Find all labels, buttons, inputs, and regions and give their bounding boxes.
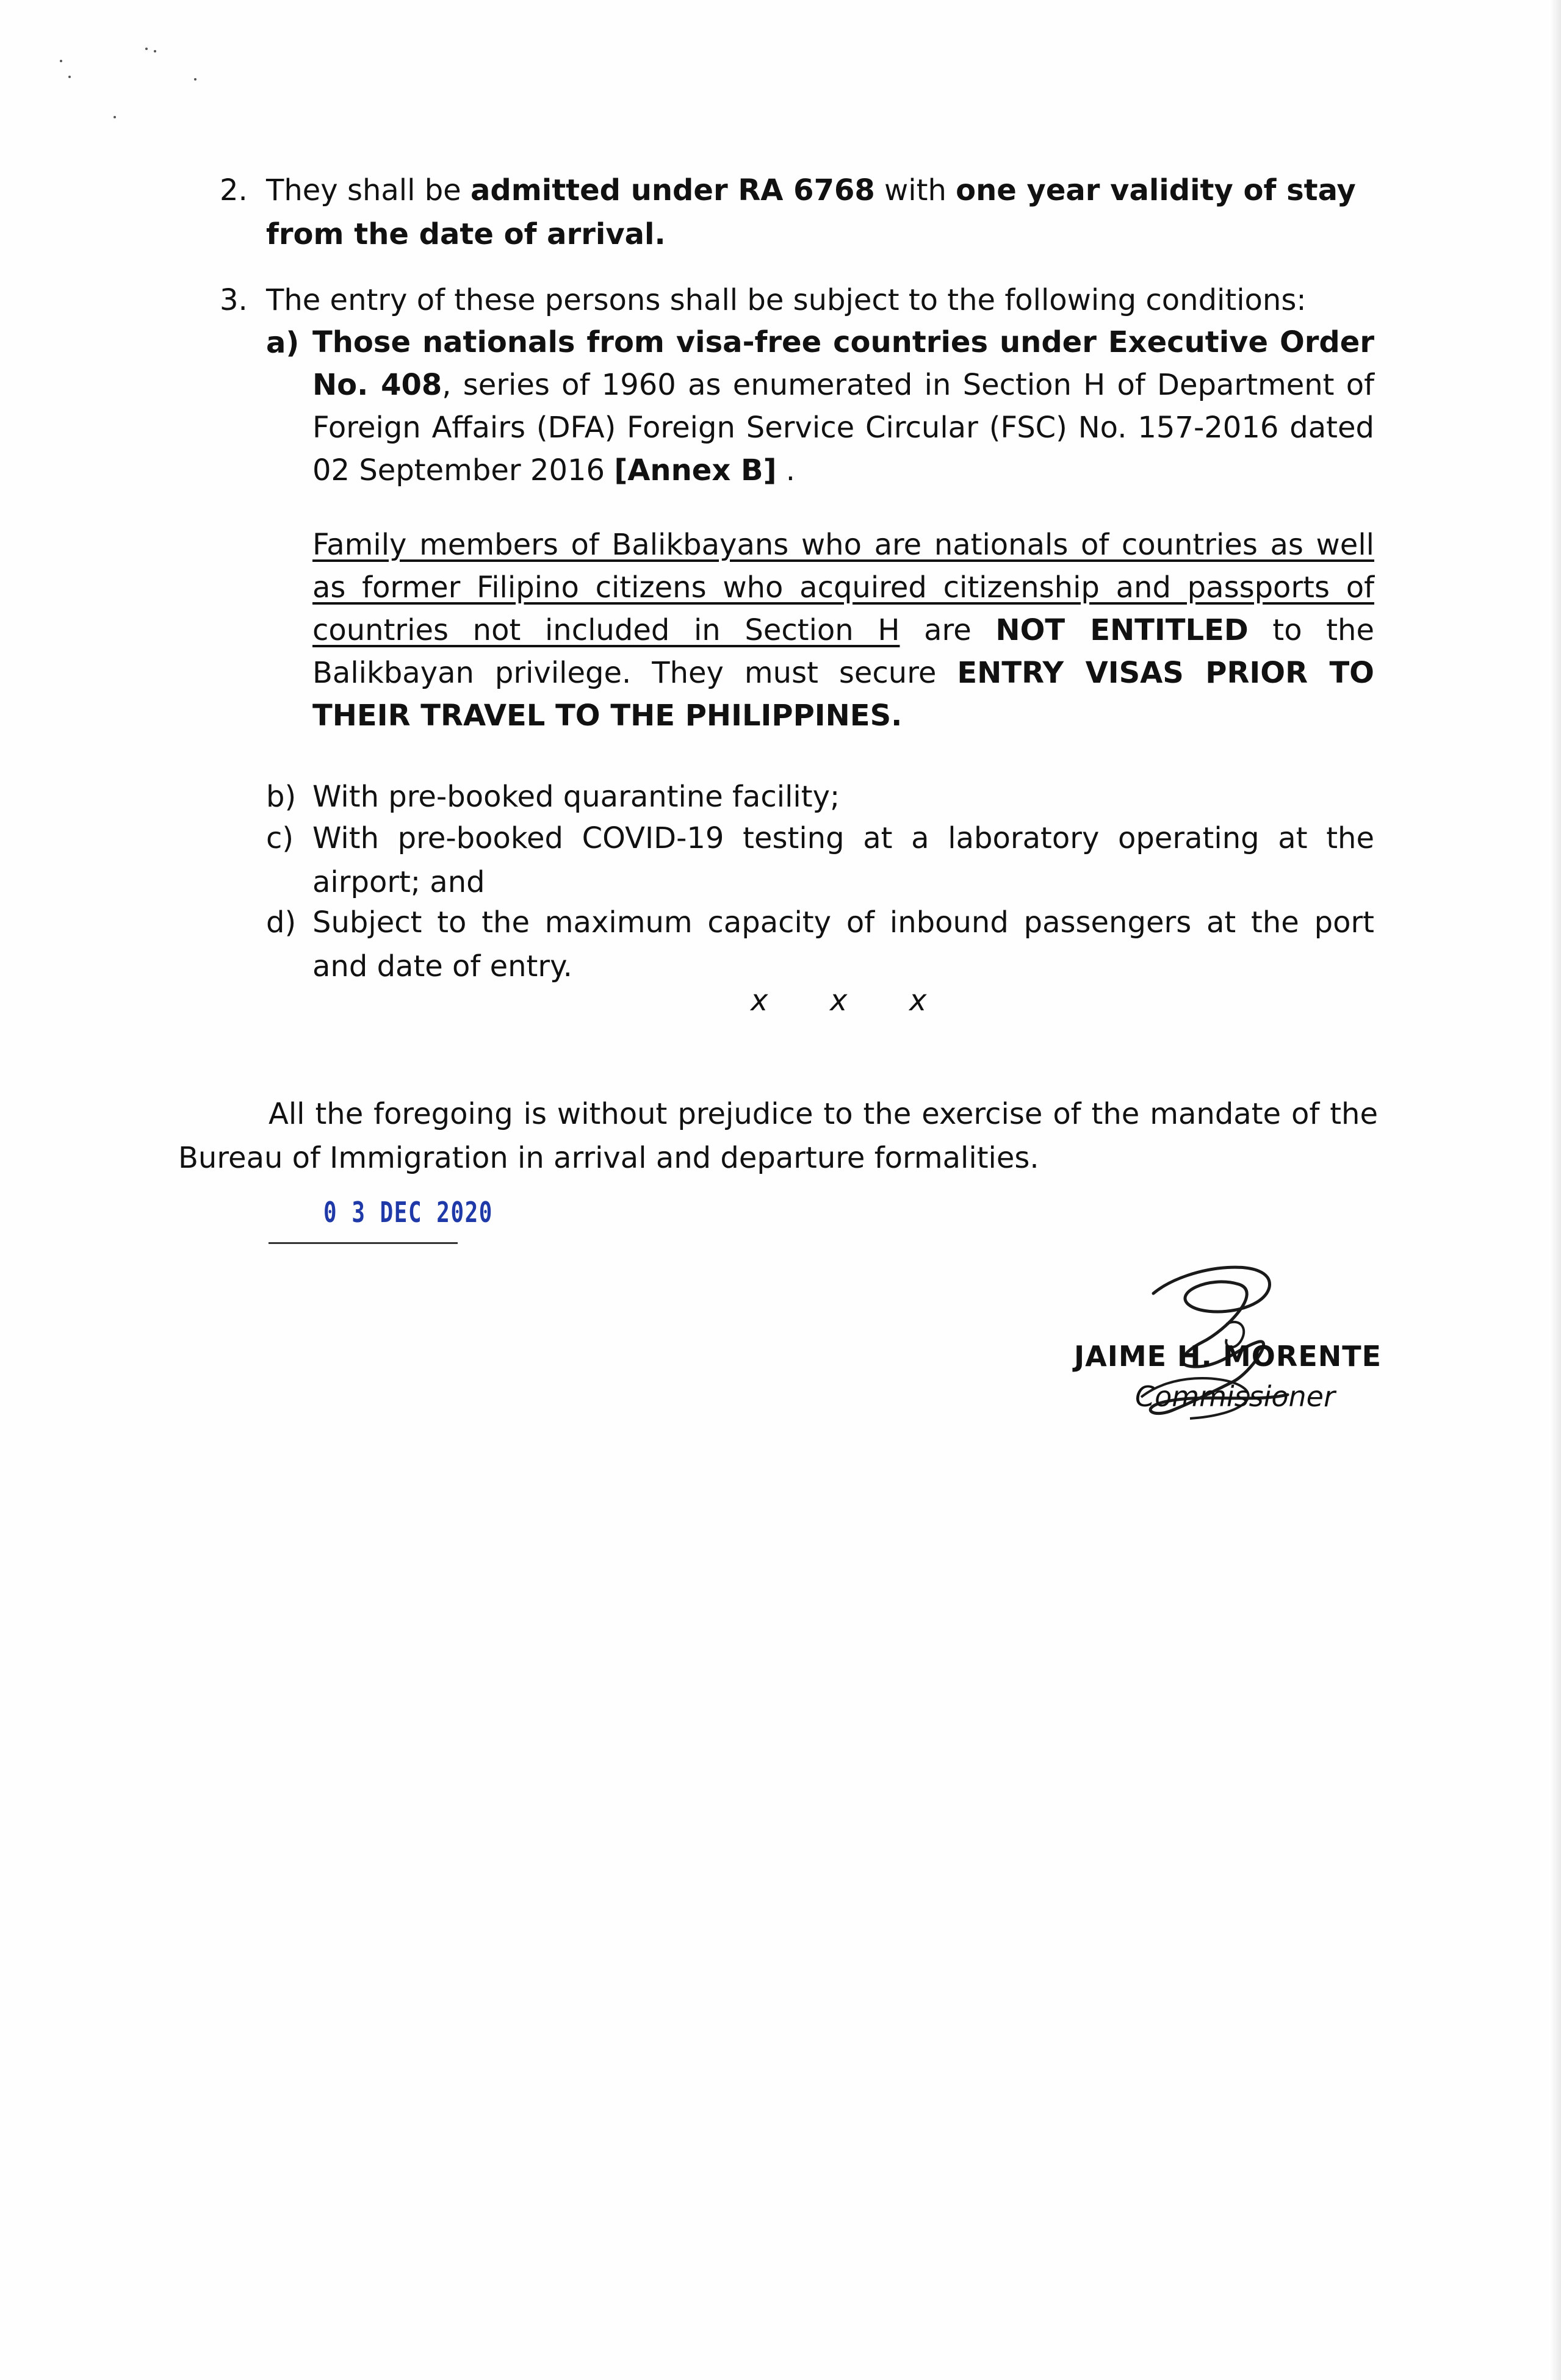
condition-a-not-entitled: NOT ENTITLED [995, 613, 1249, 647]
item-2-text-1: They shall be [266, 173, 470, 207]
closing-paragraph: All the foregoing is without prejudice to the exercise of the mandate of the Bureau of Immigration in arrival and departure formalities. [178, 1097, 1378, 1175]
separator-mark: x [909, 983, 927, 1018]
scan-edge [1550, 0, 1561, 2380]
condition-a-text-2: . [776, 453, 796, 487]
condition-c-label: c) [266, 821, 294, 855]
item-3-text: The entry of these persons shall be subject to the following conditions: [266, 283, 1307, 317]
condition-a-text-1: , series of 1960 as enumerated in Section H of Department of Foreign Affairs (DFA) Foreign Service Circular (FSC) No. 157-2016 dated 02 September 2016 [312, 368, 1374, 487]
separator-mark: x [751, 983, 768, 1018]
condition-b-label: b) [266, 780, 297, 814]
item-2-text [266, 168, 1375, 256]
item-3-number: 3. [220, 283, 248, 317]
condition-a-p2-text-2: to the Balikbayan privilege. They must secure [312, 613, 1375, 690]
condition-a-bold-1: Those nationals from visa-free countries under Executive Order No. 408 [312, 325, 1374, 402]
signer-name: JAIME H. MORENTE [1074, 1340, 1382, 1373]
condition-a-p2-text-1: are [899, 613, 996, 647]
condition-a-entry-visas: ENTRY VISAS PRIOR TO THEIR TRAVEL TO THE PHILIPPINES. [312, 656, 1374, 733]
condition-d-text: Subject to the maximum capacity of inbound passengers at the port and date of entry. [312, 905, 1374, 983]
condition-a-annex: [Annex B] [614, 453, 777, 487]
date-underline [269, 1242, 458, 1244]
date-stamp: 0 3 DEC 2020 [323, 1196, 493, 1229]
item-2-text-2: with [874, 173, 956, 207]
condition-b-text: With pre-booked quarantine facility; [312, 780, 840, 814]
separator-mark: x [830, 983, 848, 1018]
item-2-bold-1: admitted under RA 6768 [470, 173, 875, 207]
condition-a-label: a) [266, 326, 300, 360]
condition-a-paragraph-1 [312, 321, 1374, 492]
condition-a-underlined: Family members of Balikbayans who are nationals of countries as well as former Filipino citizens who acquired citizenship and passports of countries not included in Section H [312, 528, 1374, 647]
condition-d-label: d) [266, 905, 297, 940]
signer-title: Commissioner [1135, 1380, 1335, 1413]
item-2-number: 2. [220, 173, 248, 207]
section-separator [751, 983, 989, 1018]
condition-a-paragraph-2 [312, 523, 1374, 737]
item-2-bold-2: one year validity of stay from the date of arrival. [266, 173, 1356, 251]
condition-c-text: With pre-booked COVID-19 testing at a laboratory operating at the airport; and [312, 821, 1374, 899]
